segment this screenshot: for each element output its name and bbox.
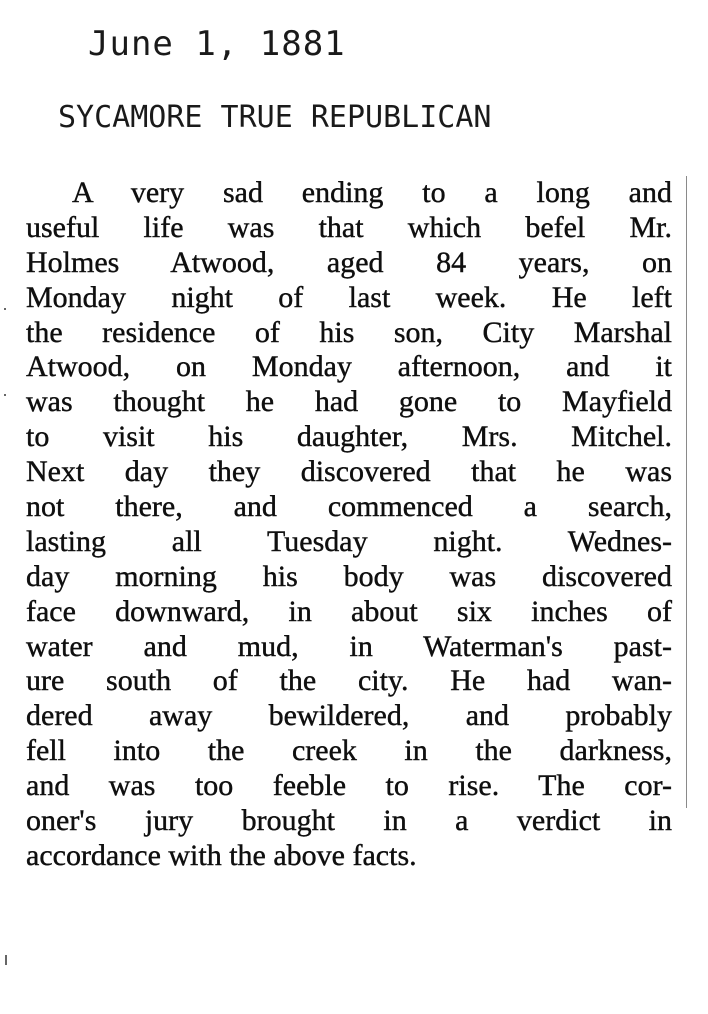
article-line: Next day they discovered that he was [26,455,672,489]
article-line: ure south of the city. He had wan- [26,664,672,698]
article-line: water and mud, in Waterman's past- [26,629,672,663]
article-line: A very sad ending to a long and [72,176,672,209]
scan-speck [4,394,6,396]
article-line: Holmes Atwood, aged 84 years, on [26,245,672,279]
article-line: to visit his daughter, Mrs. Mitchel. [26,420,672,454]
clipping-date: June 1, 1881 [88,24,346,64]
article-line: Atwood, on Monday afternoon, and it [26,350,672,384]
scan-speck [4,308,6,310]
article-line: was thought he had gone to Mayfield [26,385,672,419]
article-line: lasting all Tuesday night. Wednes- [26,524,672,558]
article-line: and was too feeble to rise. The cor- [26,769,672,803]
article-line: day morning his body was discovered [26,559,672,593]
article-line: oner's jury brought in a verdict in [26,804,672,838]
scan-speck [5,955,7,965]
article-line: Monday night of last week. He left [26,280,672,314]
article-line: not there, and commenced a search, [26,490,672,524]
article-line: the residence of his son, City Marshal [26,315,672,349]
article-line: fell into the creek in the darkness, [26,734,672,768]
article-line: face downward, in about six inches of [26,594,672,628]
article-line: useful life was that which befel Mr. [26,210,672,244]
article-line: accordance with the above facts. [26,838,417,872]
column-rule [686,176,687,808]
article-line: dered away bewildered, and probably [26,699,672,733]
newspaper-name: SYCAMORE TRUE REPUBLICAN [58,100,492,135]
article-body [26,176,672,874]
